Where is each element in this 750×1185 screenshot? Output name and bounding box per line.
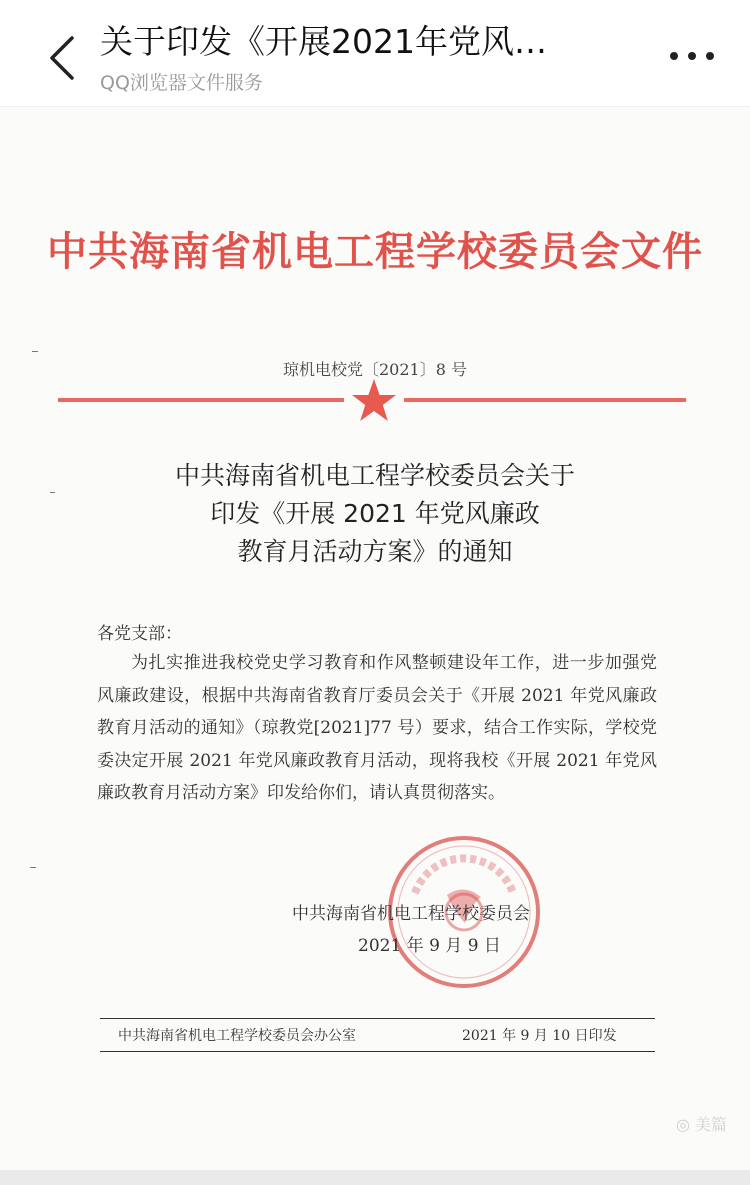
page-subtitle: QQ浏览器文件服务 (100, 72, 263, 94)
red-rule-right (404, 398, 686, 402)
watermark: ◎ 美篇 (676, 1115, 728, 1134)
title-line: 印发《开展 2021 年党风廉政 (210, 499, 540, 528)
body-paragraph (97, 647, 657, 810)
signature-date: 2021 年 9 月 9 日 (358, 936, 501, 956)
signature-organization: 中共海南省机电工程学校委员会 (292, 904, 530, 924)
app-top-bar (0, 0, 750, 106)
more-icon[interactable] (664, 44, 720, 68)
watermark-text: 美篇 (695, 1115, 728, 1134)
footer-issue-date: 2021 年 9 月 10 日印发 (462, 1028, 617, 1044)
page-title: 关于印发《开展2021年党风… (100, 22, 547, 61)
body-text: 为扎实推进我校党史学习教育和作风整顿建设年工作，进一步加强党风廉政建设，根据中共海南省教育厅委员会关于《开展 2021 年党风廉政教育月活动的通知》（琼教党[2021]77 号）要求，结合工作实际，学校党委决定开展 2021 年党风廉政教育月活动，现将我校《开展 2021 年党风廉政教育月活动方案》印发给你们，请认真贯彻落实。 (97, 653, 657, 803)
scan-mark (32, 351, 38, 352)
red-star-icon (350, 377, 398, 425)
footer-rule-top (100, 1018, 655, 1019)
title-line: 中共海南省机电工程学校委员会关于 (174, 461, 575, 490)
bottom-strip (0, 1170, 750, 1185)
document-number: 琼机电校党〔2021〕8 号 (283, 360, 467, 379)
footer-issuer: 中共海南省机电工程学校委员会办公室 (118, 1028, 356, 1044)
red-rule-left (58, 398, 344, 402)
title-line: 教育月活动方案》的通知 (237, 537, 513, 566)
scan-mark (30, 867, 36, 868)
footer-rule-bottom (100, 1051, 655, 1052)
document-header: 中共海南省机电工程学校委员会文件 (47, 228, 703, 275)
salutation: 各党支部： (97, 624, 182, 644)
back-arrow-icon[interactable] (44, 34, 84, 82)
document-title (0, 457, 750, 571)
document-page (0, 107, 750, 1170)
